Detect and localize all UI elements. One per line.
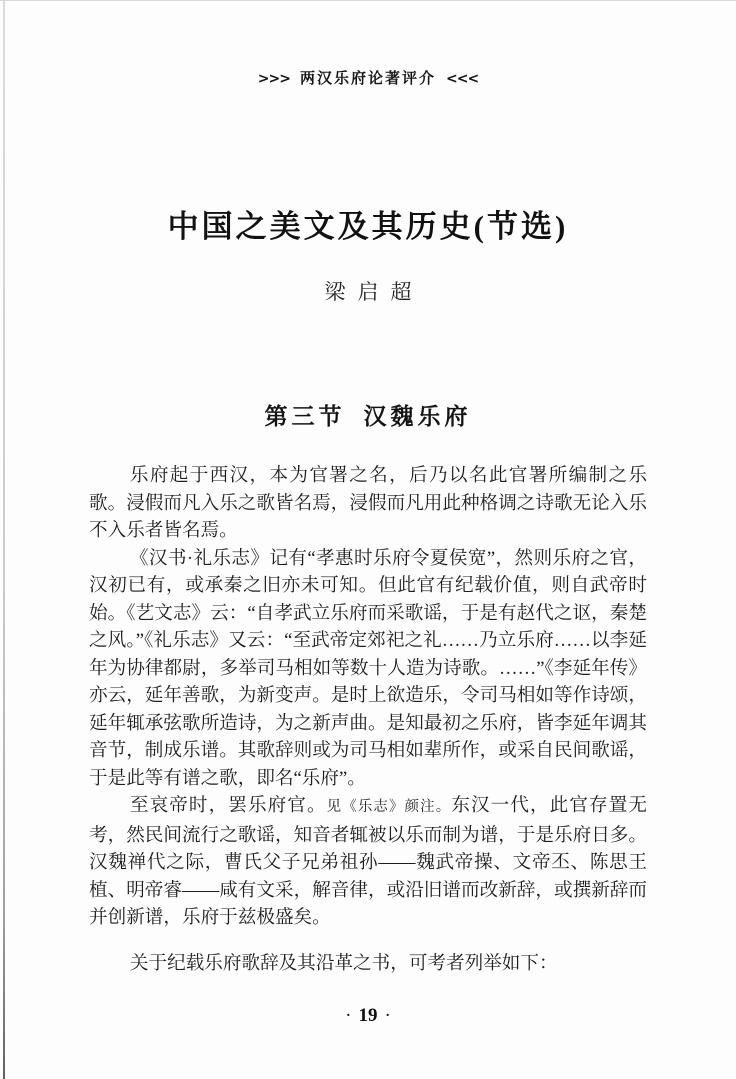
section-heading [0,398,736,431]
header-arrows-left-icon: >>> [257,71,290,87]
paragraph-3 [89,792,647,932]
page-number-dot-left: · [345,1005,352,1026]
body-text [89,462,647,977]
paragraph-2: 《汉书·礼乐志》记有“孝惠时乐府令夏侯宽”，然则乐府之官，汉初已有，或承秦之旧亦未可知。但此官有纪载价值，则自武帝时始。《艺文志》云：“自孝武立乐府而采歌谣，于是有赵代之讴，秦楚之风。”《礼乐志》又云：“至武帝定郊祀之礼……乃立乐府……以李延年为协律都尉，多举司马相如等数十人造为诗歌。……”《李延年传》亦云，延年善歌，为新变声。是时上欲造乐，令司马相如等作诗颂，延年辄承弦歌所造诗，为之新声曲。是知最初之乐府，皆李延年调其音节，制成乐谱。其歌辞则或为司马相如辈所作，或采自民间歌谣，于是此等有谱之歌，即名“乐府”。 [89,547,647,789]
paragraph-3-rest: 东汉一代，此官存置无考，然民间流行之歌谣，知音者辄被以乐而制为谱，于是乐府日多。汉魏禅代之际，曹氏父子兄弟祖孙——魏武帝操、文帝丕、陈思王植、明帝睿——咸有文采，解音律，或沿旧谱而改新辞，或撰新辞而并创新谱，乐府于兹极盛矣。 [89,795,647,928]
scan-edge-left-artifact [3,0,5,1079]
scan-edge-top-artifact [0,0,736,1]
paragraph-4: 关于纪载乐府歌辞及其沿革之书，可考者列举如下： [129,952,558,974]
page-number-value: 19 [358,1005,378,1026]
page-number-dot-right: · [384,1005,391,1026]
running-header [0,67,736,88]
running-header-title: 两汉乐府论著评介 [299,71,436,87]
paragraph-1: 乐府起于西汉，本为官署之名，后乃以名此官署所编制之乐歌。浸假而凡入乐之歌皆名焉，浸假而凡用此种格调之诗歌无论入乐不入乐者皆名焉。 [89,465,647,541]
article-title: 中国之美文及其历史(节选) [167,209,569,244]
paragraph-3-text: 至哀帝时，罢乐府官。 [129,795,327,816]
header-arrows-right-icon: <<< [446,71,479,87]
section-number: 第三节 [264,404,346,429]
inline-annotation: 见《乐志》颜注。 [326,799,452,815]
page-number [0,1005,736,1027]
section-name: 汉魏乐府 [363,404,472,429]
author-name: 梁启超 [324,280,424,304]
